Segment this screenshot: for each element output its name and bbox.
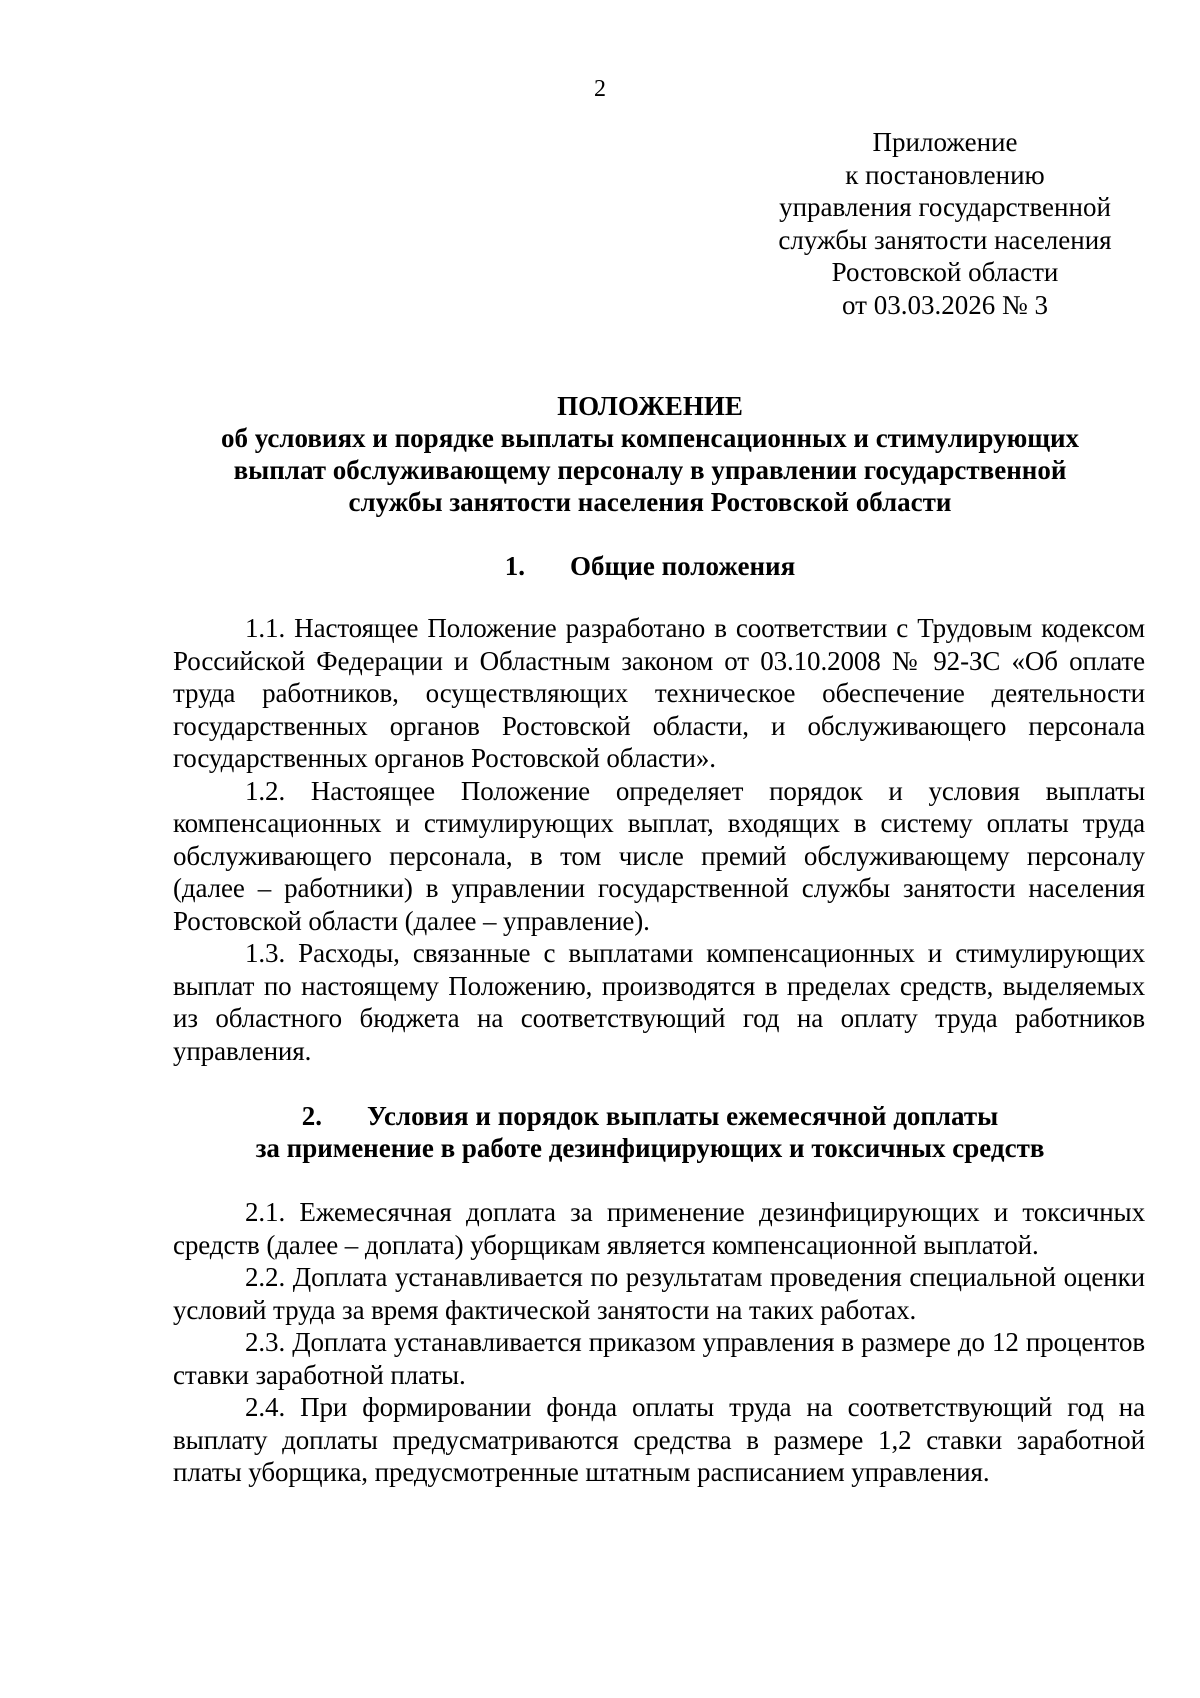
paragraph-text: Ежемесячная доплата за применение дезинфицирующих и токсичных средств (далее – доплата) уборщикам является компенсационной выплатой. xyxy=(173,1197,1146,1260)
appendix-line: Приложение xyxy=(872,127,1018,157)
page-number: 2 xyxy=(594,76,606,102)
paragraph-number: 1.1. xyxy=(245,613,286,643)
paragraph-number: 1.3. xyxy=(245,938,286,968)
paragraph-number: 2.2. xyxy=(245,1262,286,1292)
paragraph-text: Настоящее Положение разработано в соответствии с Трудовым кодексом Российской Федерации и Областным законом от 03.10.2008 № 92-ЗС «Об оплате труда работников, осуществляющих техническое обеспечение деятельности государственных органов Ростовской области, и обслуживающего персонала государственных органов Ростовской области». xyxy=(173,613,1146,773)
appendix-line: к постановлению xyxy=(845,159,1045,190)
paragraph-number: 2.1. xyxy=(245,1197,286,1227)
title-line: об условиях и порядке выплаты компенсационных и стимулирующих xyxy=(220,423,1080,453)
appendix-line: службы занятости населения xyxy=(778,224,1112,255)
paragraph-1-2 xyxy=(173,775,1145,938)
paragraph-2-2 xyxy=(173,1261,1145,1326)
paragraph-2-3 xyxy=(173,1326,1145,1391)
appendix-block xyxy=(745,126,1145,321)
section-number: 2. xyxy=(301,1101,323,1131)
paragraph-text: Настоящее Положение определяет порядок и условия выплаты компенсационных и стимулирующих выплат, входящих в систему оплаты труда обслуживающего персонала, в том числе премий обслуживающему персоналу (далее – работники) в управлении государственной службы занятости населения Ростовской области (далее – управление). xyxy=(173,775,1145,936)
section-1-heading xyxy=(150,550,1150,582)
appendix-line: Ростовской области xyxy=(831,257,1059,287)
title-heading: ПОЛОЖЕНИЕ xyxy=(557,391,743,421)
paragraph-number: 2.4. xyxy=(245,1392,286,1422)
paragraph-number: 2.3. xyxy=(245,1327,286,1357)
paragraph-1-1 xyxy=(173,612,1145,775)
paragraph-text: Расходы, связанные с выплатами компенсационных и стимулирующих выплат по настоящему Положению, производятся в пределах средств, выделяемых из областного бюджета на соответствующий год на оплату труда работников управления. xyxy=(173,938,1145,1066)
paragraph-text: При формировании фонда оплаты труда на соответствующий год на выплату доплаты предусматриваются средства в размере 1,2 ставки заработной платы уборщика, предусмотренные штатным расписанием управления. xyxy=(173,1392,1145,1487)
section-title-line: Условия и порядок выплаты ежемесячной доплаты xyxy=(367,1101,999,1131)
section-title: Общие положения xyxy=(570,551,796,581)
document-title xyxy=(150,390,1150,518)
title-line: выплат обслуживающему персоналу в управлении государственной xyxy=(233,455,1067,485)
appendix-line: от 03.03.2026 № 3 xyxy=(842,289,1048,320)
paragraph-2-4 xyxy=(173,1391,1145,1489)
section-1-body xyxy=(173,612,1145,1067)
paragraph-2-1 xyxy=(173,1196,1145,1261)
section-number: 1. xyxy=(504,551,526,581)
section-2-heading xyxy=(150,1100,1150,1164)
appendix-line: управления государственной xyxy=(779,192,1111,222)
section-2-body xyxy=(173,1196,1145,1489)
paragraph-1-3 xyxy=(173,937,1145,1067)
paragraph-text: Доплата устанавливается приказом управления в размере до 12 процентов ставки заработной платы. xyxy=(173,1327,1145,1390)
paragraph-text: Доплата устанавливается по результатам проведения специальной оценки условий труда за время фактической занятости на таких работах. xyxy=(173,1262,1145,1325)
paragraph-number: 1.2. xyxy=(245,775,286,806)
title-line: службы занятости населения Ростовской области xyxy=(348,487,952,517)
section-title-line: за применение в работе дезинфицирующих и токсичных средств xyxy=(255,1133,1045,1163)
